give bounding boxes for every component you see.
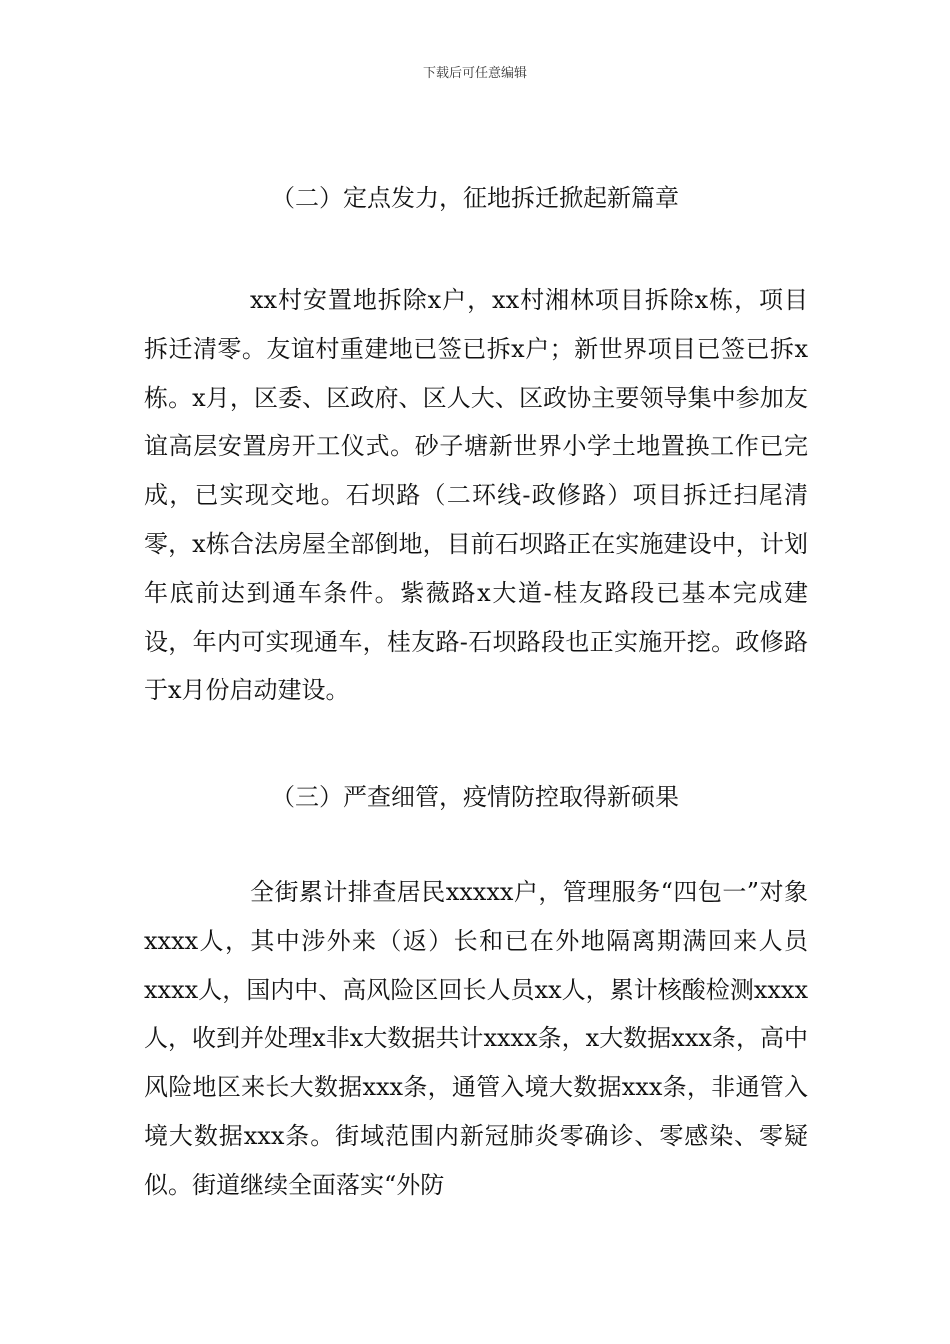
- section-heading-epidemic-control: （三）严查细管，疫情防控取得新硕果: [271, 783, 679, 811]
- paragraph-land-acquisition: xx村安置地拆除x户，xx村湘林项目拆除x栋，项目拆迁清零。友谊村重建地已签已拆x户；新世界项目已签已拆x栋。x月，区委、区政府、区人大、区政协主要领导集中参加友谊高层安置房开工仪式。砂子塘新世界小学土地置换工作已完成，已实现交地。石坝路（二环线-政修路）项目拆迁扫尾清零，x栋合法房屋全部倒地，目前石坝路正在实施建设中，计划年底前达到通车条件。紫薇路x大道-桂友路段已基本完成建设，年内可实现通车，桂友路-石坝路段也正实施开挖。政修路于x月份启动建设。: [144, 286, 808, 705]
- section-heading-land-acquisition: （二）定点发力，征地拆迁掀起新篇章: [271, 184, 679, 212]
- download-watermark: 下载后可任意编辑: [422, 66, 527, 81]
- paragraph-epidemic-control: 全街累计排查居民xxxxx户，管理服务“四包一”对象xxxx人，其中涉外来（返）长和已在外地隔离期满回来人员xxxx人，国内中、高风险区回长人员xx人，累计核酸检测xxxx人，收到并处理x非x大数据共计xxxx条，x大数据xxx条，高中风险地区来长大数据xxx条，通管入境大数据xxx条，非通管入境大数据xxx条。街域范围内新冠肺炎零确诊、零感染、零疑似。街道继续全面落实“外防: [144, 878, 808, 1199]
